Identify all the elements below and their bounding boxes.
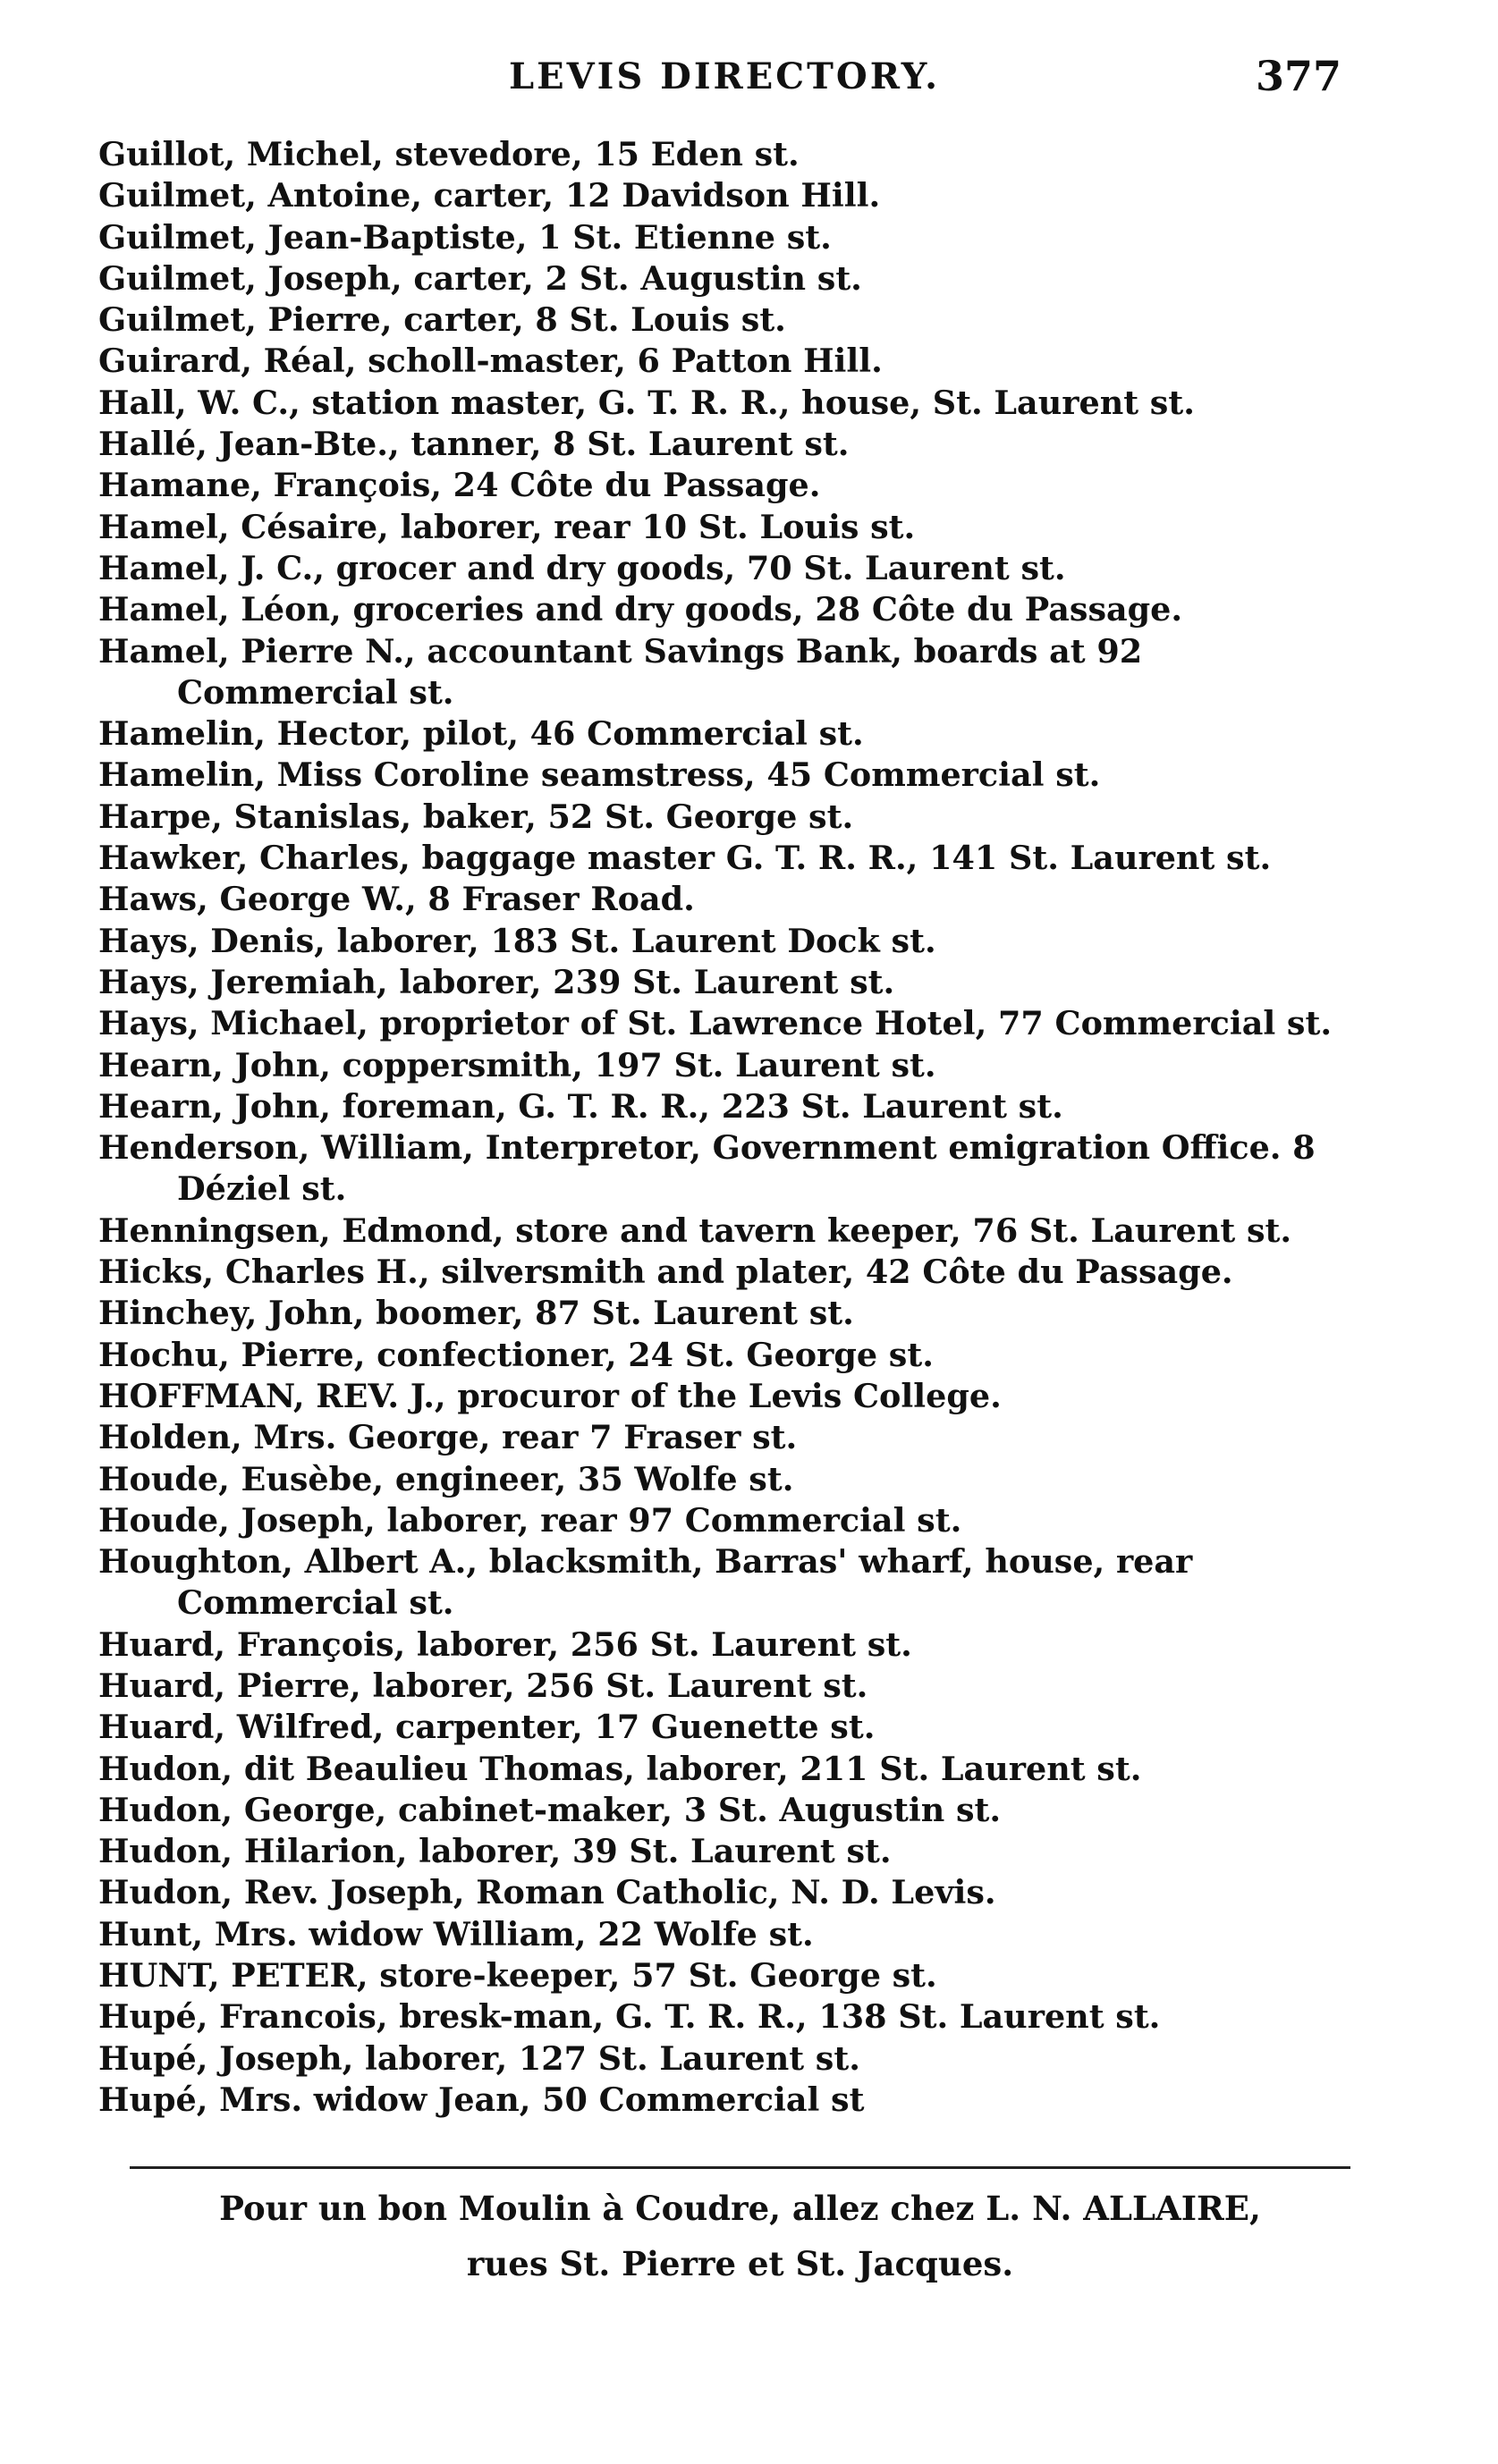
directory-entry: Hupé, Mrs. widow Jean, 50 Commercial st [98, 2080, 865, 2119]
directory-entry: Houghton, Albert A., blacksmith, Barras' wharf, house, rear Commercial st. [98, 1542, 1193, 1623]
directory-entry: Hamel, Césaire, laborer, rear 10 St. Louis st. [98, 507, 916, 546]
directory-entry: Hicks, Charles H., silversmith and plater, 42 Côte du Passage. [98, 1253, 1233, 1292]
directory-entry: Guirard, Réal, scholl-master, 6 Patton Hill. [98, 342, 883, 381]
divider-rule [130, 2166, 1350, 2169]
directory-entry: Huard, Pierre, laborer, 256 St. Laurent st. [98, 1666, 868, 1705]
directory-entry: Hudon, dit Beaulieu Thomas, laborer, 211 St. Laurent st. [98, 1749, 1142, 1788]
directory-entry: Hamel, Léon, groceries and dry goods, 28 Côte du Passage. [98, 590, 1183, 629]
page-header [89, 52, 1359, 109]
directory-entry: Hamel, J. C., grocer and dry goods, 70 St. Laurent st. [98, 548, 1066, 587]
directory-entry: Hochu, Pierre, confectioner, 24 St. George st. [98, 1335, 934, 1374]
directory-entry: Hawker, Charles, baggage master G. T. R. R., 141 St. Laurent st. [98, 839, 1272, 878]
directory-entry: Hudon, George, cabinet-maker, 3 St. Augustin st. [98, 1790, 1002, 1829]
directory-entry: Hupé, Francois, bresk-man, G. T. R. R., 138 St. Laurent st. [98, 1997, 1161, 2037]
directory-entry: Hinchey, John, boomer, 87 St. Laurent st. [98, 1294, 854, 1333]
directory-entry: Houde, Eusèbe, engineer, 35 Wolfe st. [98, 1459, 794, 1498]
directory-entry-list [98, 134, 1350, 2121]
directory-entry: Hamelin, Hector, pilot, 46 Commercial st. [98, 714, 864, 754]
directory-entry: Hudon, Rev. Joseph, Roman Catholic, N. D. Levis. [98, 1873, 996, 1912]
running-head: LEVIS DIRECTORY. [508, 55, 941, 97]
directory-entry: Henderson, William, Interpretor, Government emigration Office. 8 Déziel st. [98, 1128, 1316, 1209]
directory-entry: Harpe, Stanislas, baker, 52 St. George st. [98, 797, 854, 836]
directory-entry: Guilmet, Joseph, carter, 2 St. Augustin st. [98, 258, 862, 298]
directory-entry: Hearn, John, coppersmith, 197 St. Laurent st. [98, 1045, 936, 1084]
directory-entry: Guilmet, Antoine, carter, 12 Davidson Hill. [98, 176, 881, 215]
directory-entry: Hays, Denis, laborer, 183 St. Laurent Dock st. [98, 921, 936, 960]
directory-entry: Guillot, Michel, stevedore, 15 Eden st. [98, 135, 800, 173]
directory-entry: Huard, Wilfred, carpenter, 17 Guenette st. [98, 1708, 876, 1747]
directory-entry: HOFFMAN, REV. J., procuror of the Levis College. [98, 1376, 1002, 1415]
directory-entry: Holden, Mrs. George, rear 7 Fraser st. [98, 1418, 798, 1457]
directory-entry: Guilmet, Pierre, carter, 8 St. Louis st. [98, 300, 786, 340]
directory-entry: Guilmet, Jean-Baptiste, 1 St. Etienne st. [98, 217, 832, 257]
directory-entry: Hamane, François, 24 Côte du Passage. [98, 466, 821, 505]
directory-entry: Hallé, Jean-Bte., tanner, 8 St. Laurent st. [98, 425, 850, 464]
directory-entry: Hamel, Pierre N., accountant Savings Bank, boards at 92 Commercial st. [98, 631, 1143, 712]
advertisement-line-2: rues St. Pierre et St. Jacques. [466, 2244, 1014, 2283]
advertisement-line-1: Pour un bon Moulin à Coudre, allez chez L. N. ALLAIRE, [219, 2189, 1261, 2228]
directory-entry: Hearn, John, foreman, G. T. R. R., 223 St. Laurent st. [98, 1086, 1063, 1126]
directory-entry: HUNT, PETER, store-keeper, 57 St. George st. [98, 1956, 937, 1996]
directory-entry: Henningsen, Edmond, store and tavern keeper, 76 St. Laurent st. [98, 1211, 1292, 1250]
directory-entry: Hays, Michael, proprietor of St. Lawrence Hotel, 77 Commercial st. [98, 1004, 1333, 1043]
directory-entry: Hudon, Hilarion, laborer, 39 St. Laurent st. [98, 1832, 892, 1871]
directory-entry: Huard, François, laborer, 256 St. Laurent st. [98, 1624, 912, 1664]
directory-entry: Hall, W. C., station master, G. T. R. R., house, St. Laurent st. [98, 383, 1195, 422]
page-number: 377 [1255, 52, 1341, 100]
directory-entry: Hupé, Joseph, laborer, 127 St. Laurent st. [98, 2038, 860, 2078]
directory-entry: Hays, Jeremiah, laborer, 239 St. Laurent st. [98, 962, 895, 1001]
directory-entry: Hamelin, Miss Coroline seamstress, 45 Commercial st. [98, 755, 1101, 795]
directory-entry: Haws, George W., 8 Fraser Road. [98, 880, 695, 919]
directory-entry: Hunt, Mrs. widow William, 22 Wolfe st. [98, 1914, 814, 1953]
directory-entry: Houde, Joseph, laborer, rear 97 Commercial st. [98, 1500, 962, 1540]
